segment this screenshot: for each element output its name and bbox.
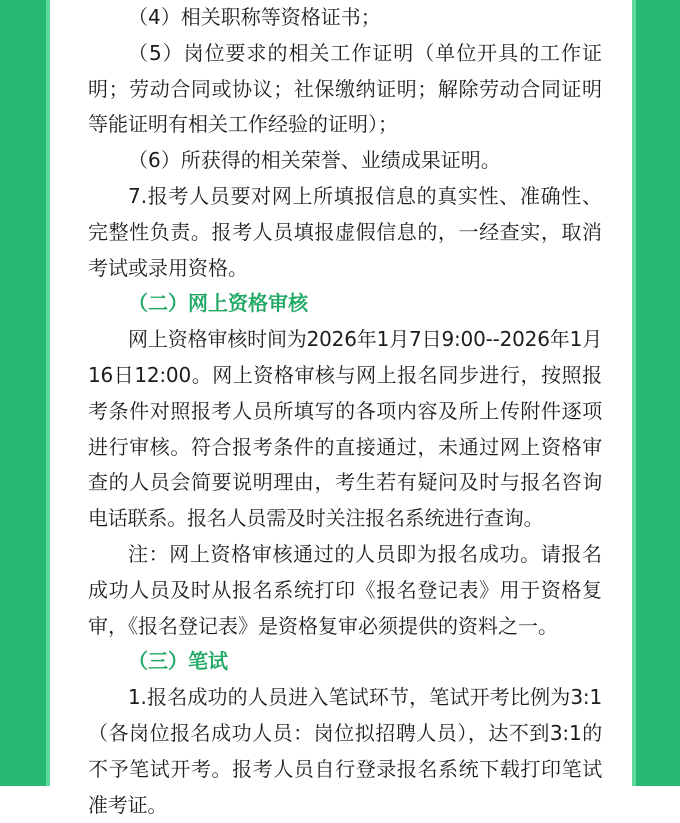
paragraph-written-exam-1: 1.报名成功的人员进入笔试环节，笔试开考比例为3:1（各岗位报名成功人员：岗位拟招聘人员），达不到3:1的不予笔试开考。报考人员自行登录报名系统下载打印笔试准考证。: [88, 685, 602, 817]
paragraph-point-7: 7.报考人员要对网上所填报信息的真实性、准确性、完整性负责。报考人员填报虚假信息的，一经查实，取消考试或录用资格。: [88, 183, 602, 280]
paragraph-note: 注：网上资格审核通过的人员即为报名成功。请报名成功人员及时从报名系统打印《报名登记表》用于资格复审，《报名登记表》是资格复审必须提供的资料之一。: [88, 541, 602, 638]
document-body: [88, 0, 602, 823]
paragraph-item-4: （4）相关职称等资格证书；: [128, 5, 381, 29]
paragraph-online-review: 网上资格审核时间为2026年1月7日9:00--2026年1月16日12:00。网上资格审核与网上报名同步进行，按照报考条件对照报考人员所填写的各项内容及所上传附件逐项进行审核。符合报考条件的直接通过，未通过网上资格审查的人员会简要说明理由，考生若有疑问及时与报名咨询电话联系。报名人员需及时关注报名系统进行查询。: [88, 327, 602, 531]
section-heading-written-exam: （三）笔试: [128, 649, 228, 674]
section-heading-online-review: （二）网上资格审核: [128, 291, 308, 316]
left-green-border: [0, 0, 50, 786]
paragraph-item-6: （6）所获得的相关荣誉、业绩成果证明。: [128, 148, 501, 173]
paragraph-item-5: （5）岗位要求的相关工作证明（单位开具的工作证明；劳动合同或协议；社保缴纳证明；解除劳动合同证明等能证明有相关工作经验的证明）；: [88, 40, 602, 137]
right-green-border: [632, 0, 680, 786]
